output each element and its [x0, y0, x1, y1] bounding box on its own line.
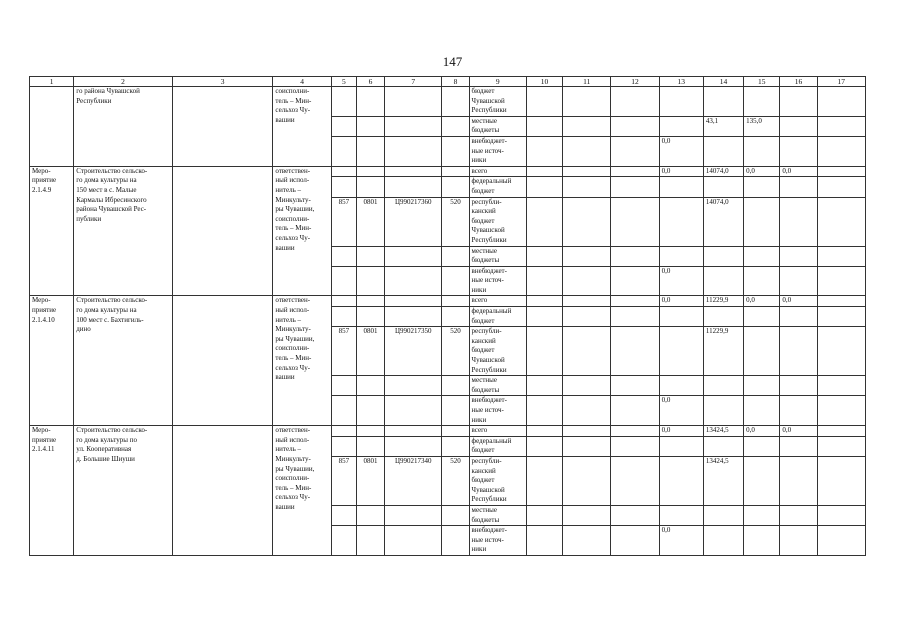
- table-cell: [331, 166, 356, 177]
- executor: ответствен- ный испол- нитель – Минкульту- ры Чувашии, соисполни- тель – Мин- сельхоз Чу- вашии: [273, 166, 331, 296]
- table-cell: [563, 266, 611, 296]
- table-cell: [331, 136, 356, 166]
- value-cell: [659, 177, 703, 197]
- table-cell: [817, 526, 865, 556]
- table-cell: [817, 505, 865, 525]
- table-cell: [817, 87, 865, 117]
- funding-source: федеральный бюджет: [469, 436, 526, 456]
- table-cell: [331, 526, 356, 556]
- value-cell: [780, 116, 817, 136]
- value-cell: [780, 526, 817, 556]
- value-cell: [780, 327, 817, 376]
- value-cell: 14074,0: [703, 166, 743, 177]
- table-cell: [442, 177, 469, 197]
- table-cell: [817, 136, 865, 166]
- table-cell: [611, 456, 659, 505]
- table-cell: [356, 396, 384, 426]
- table-cell: [526, 166, 562, 177]
- table-cell: [385, 136, 442, 166]
- table-cell: [611, 116, 659, 136]
- table-cell: [611, 307, 659, 327]
- value-cell: [780, 436, 817, 456]
- table-cell: [563, 307, 611, 327]
- table-cell: [442, 266, 469, 296]
- value-cell: [659, 116, 703, 136]
- table-cell: [526, 177, 562, 197]
- table-cell: [385, 505, 442, 525]
- vr-code: 520: [442, 327, 469, 376]
- value-cell: 0,0: [659, 266, 703, 296]
- value-cell: [703, 307, 743, 327]
- column-number: 14: [703, 77, 743, 87]
- table-cell: [526, 376, 562, 396]
- value-cell: 0,0: [659, 526, 703, 556]
- value-cell: [744, 266, 780, 296]
- value-cell: 0,0: [780, 296, 817, 307]
- value-cell: [744, 526, 780, 556]
- value-cell: 0,0: [659, 136, 703, 166]
- table-cell: [385, 376, 442, 396]
- table-cell: [356, 526, 384, 556]
- value-cell: [659, 87, 703, 117]
- table-cell: [817, 266, 865, 296]
- funding-source: местные бюджеты: [469, 376, 526, 396]
- table-cell: [611, 166, 659, 177]
- table-cell: [611, 426, 659, 437]
- table-cell: [817, 296, 865, 307]
- table-cell: [331, 266, 356, 296]
- table-cell: [331, 396, 356, 426]
- table-cell: [611, 376, 659, 396]
- funding-source: местные бюджеты: [469, 505, 526, 525]
- table-cell: [442, 246, 469, 266]
- table-cell: [526, 116, 562, 136]
- funding-source: федеральный бюджет: [469, 177, 526, 197]
- table-cell: [526, 87, 562, 117]
- table-cell: [563, 505, 611, 525]
- table-row: [30, 166, 866, 177]
- table-cell: [817, 307, 865, 327]
- column-number: 12: [611, 77, 659, 87]
- value-cell: [744, 327, 780, 376]
- table-cell: [356, 505, 384, 525]
- value-cell: 11229,9: [703, 327, 743, 376]
- funding-source: местные бюджеты: [469, 116, 526, 136]
- table-cell: [611, 246, 659, 266]
- table-cell: [442, 296, 469, 307]
- table-cell: [526, 136, 562, 166]
- column-number: 1: [30, 77, 74, 87]
- table-cell: [385, 436, 442, 456]
- table-cell: [563, 177, 611, 197]
- value-cell: [780, 266, 817, 296]
- table-cell: [526, 246, 562, 266]
- table-cell: [817, 166, 865, 177]
- funding-source: всего: [469, 166, 526, 177]
- table-cell: [611, 396, 659, 426]
- value-cell: [744, 177, 780, 197]
- table-cell: [331, 116, 356, 136]
- column-number: 10: [526, 77, 562, 87]
- table-cell: [172, 426, 273, 556]
- table-cell: [442, 116, 469, 136]
- table-cell: [817, 436, 865, 456]
- table-cell: [563, 136, 611, 166]
- table-cell: [563, 526, 611, 556]
- value-cell: 0,0: [659, 426, 703, 437]
- table-cell: [526, 396, 562, 426]
- funding-source: внебюджет- ные источ- ники: [469, 526, 526, 556]
- table-cell: [172, 166, 273, 296]
- measure-label: [30, 87, 74, 167]
- table-cell: [331, 177, 356, 197]
- value-cell: 135,0: [744, 116, 780, 136]
- column-number: 2: [74, 77, 173, 87]
- funding-source: республи- канский бюджет Чувашской Республики: [469, 197, 526, 246]
- column-number: 6: [356, 77, 384, 87]
- value-cell: [744, 436, 780, 456]
- value-cell: 0,0: [659, 166, 703, 177]
- value-cell: [744, 505, 780, 525]
- table-cell: [331, 246, 356, 266]
- table-cell: [817, 197, 865, 246]
- table-cell: [442, 136, 469, 166]
- table-cell: [526, 266, 562, 296]
- value-cell: [703, 136, 743, 166]
- value-cell: [659, 456, 703, 505]
- value-cell: 43,1: [703, 116, 743, 136]
- table-cell: [526, 505, 562, 525]
- table-cell: [611, 296, 659, 307]
- value-cell: [659, 436, 703, 456]
- table-cell: [442, 166, 469, 177]
- value-cell: 0,0: [744, 296, 780, 307]
- value-cell: [744, 246, 780, 266]
- table-cell: [385, 116, 442, 136]
- table-cell: [817, 426, 865, 437]
- table-cell: [385, 87, 442, 117]
- value-cell: [780, 396, 817, 426]
- value-cell: [659, 246, 703, 266]
- table-cell: [442, 87, 469, 117]
- table-cell: [442, 376, 469, 396]
- table-cell: [385, 307, 442, 327]
- value-cell: [744, 396, 780, 426]
- value-cell: 11229,9: [703, 296, 743, 307]
- table-cell: [442, 526, 469, 556]
- value-cell: [703, 87, 743, 117]
- table-row: [30, 87, 866, 117]
- measure-name: го района Чувашской Республики: [74, 87, 173, 167]
- table-cell: [611, 136, 659, 166]
- table-cell: [563, 246, 611, 266]
- table-cell: [356, 307, 384, 327]
- table-cell: [385, 426, 442, 437]
- value-cell: [780, 456, 817, 505]
- value-cell: [780, 307, 817, 327]
- table-cell: [385, 296, 442, 307]
- value-cell: 0,0: [659, 296, 703, 307]
- value-cell: [780, 376, 817, 396]
- rzpr-code: 0801: [356, 197, 384, 246]
- table-cell: [442, 436, 469, 456]
- table-cell: [385, 526, 442, 556]
- funding-source: внебюджет- ные источ- ники: [469, 136, 526, 166]
- header-row: [30, 77, 866, 87]
- value-cell: [659, 307, 703, 327]
- table-cell: [442, 505, 469, 525]
- value-cell: [703, 396, 743, 426]
- column-number: 9: [469, 77, 526, 87]
- value-cell: [703, 526, 743, 556]
- table-cell: [331, 436, 356, 456]
- measure-label: Меро- приятие 2.1.4.9: [30, 166, 74, 296]
- table-cell: [526, 456, 562, 505]
- table-cell: [331, 505, 356, 525]
- table-cell: [356, 436, 384, 456]
- table-cell: [611, 177, 659, 197]
- table-cell: [356, 426, 384, 437]
- table-cell: [563, 166, 611, 177]
- executor: ответствен- ный испол- нитель – Минкульту- ры Чувашии, соисполни- тель – Мин- сельхоз Чу- вашии: [273, 426, 331, 556]
- table-cell: [356, 116, 384, 136]
- value-cell: [780, 177, 817, 197]
- csr-code: Ц990217340: [385, 456, 442, 505]
- value-cell: [659, 505, 703, 525]
- funding-source: всего: [469, 296, 526, 307]
- value-cell: [703, 436, 743, 456]
- value-cell: 0,0: [744, 426, 780, 437]
- measure-label: Меро- приятие 2.1.4.10: [30, 296, 74, 426]
- funding-source: внебюджет- ные источ- ники: [469, 266, 526, 296]
- vr-code: 520: [442, 456, 469, 505]
- table-cell: [611, 87, 659, 117]
- measure-name: Строительство сельско- го дома культуры на 100 мест с. Бахтигиль- дино: [74, 296, 173, 426]
- table-cell: [611, 505, 659, 525]
- table-row: [30, 426, 866, 437]
- value-cell: [744, 307, 780, 327]
- funding-source: внебюджет- ные источ- ники: [469, 396, 526, 426]
- value-cell: 13424,5: [703, 426, 743, 437]
- value-cell: [744, 87, 780, 117]
- table-cell: [563, 197, 611, 246]
- executor: соисполни- тель – Мин- сельхоз Чу- вашии: [273, 87, 331, 167]
- value-cell: [744, 456, 780, 505]
- table-cell: [563, 376, 611, 396]
- value-cell: [744, 197, 780, 246]
- rzpr-code: 0801: [356, 327, 384, 376]
- table-cell: [611, 197, 659, 246]
- table-cell: [385, 166, 442, 177]
- table-cell: [563, 116, 611, 136]
- table-cell: [611, 327, 659, 376]
- measure-label: Меро- приятие 2.1.4.11: [30, 426, 74, 556]
- table-cell: [172, 296, 273, 426]
- funding-source: федеральный бюджет: [469, 307, 526, 327]
- value-cell: [780, 87, 817, 117]
- grbs-code: 857: [331, 456, 356, 505]
- table-cell: [442, 426, 469, 437]
- table-cell: [356, 376, 384, 396]
- table-cell: [563, 296, 611, 307]
- table-cell: [356, 266, 384, 296]
- table-cell: [526, 197, 562, 246]
- table-cell: [563, 327, 611, 376]
- table-cell: [817, 396, 865, 426]
- value-cell: [744, 136, 780, 166]
- csr-code: Ц990217360: [385, 197, 442, 246]
- table-cell: [331, 296, 356, 307]
- table-cell: [331, 376, 356, 396]
- table-cell: [356, 136, 384, 166]
- value-cell: 0,0: [780, 426, 817, 437]
- table-cell: [563, 396, 611, 426]
- table-cell: [331, 426, 356, 437]
- value-cell: 0,0: [744, 166, 780, 177]
- value-cell: [659, 197, 703, 246]
- table-cell: [356, 177, 384, 197]
- csr-code: Ц990217350: [385, 327, 442, 376]
- funding-source: бюджет Чувашской Республики: [469, 87, 526, 117]
- grbs-code: 857: [331, 197, 356, 246]
- column-number: 15: [744, 77, 780, 87]
- value-cell: [703, 266, 743, 296]
- column-number: 5: [331, 77, 356, 87]
- table-cell: [385, 177, 442, 197]
- table-cell: [526, 327, 562, 376]
- value-cell: 0,0: [780, 166, 817, 177]
- table-cell: [356, 87, 384, 117]
- value-cell: [780, 136, 817, 166]
- table-cell: [526, 296, 562, 307]
- value-cell: 13424,5: [703, 456, 743, 505]
- table-cell: [526, 526, 562, 556]
- column-number: 3: [172, 77, 273, 87]
- vr-code: 520: [442, 197, 469, 246]
- table-cell: [563, 426, 611, 437]
- value-cell: 14074,0: [703, 197, 743, 246]
- column-number: 16: [780, 77, 817, 87]
- funding-source: республи- канский бюджет Чувашской Республики: [469, 327, 526, 376]
- value-cell: [780, 505, 817, 525]
- measure-name: Строительство сельско- го дома культуры по ул. Кооперативная д. Большие Шиуши: [74, 426, 173, 556]
- page-number: 147: [442, 54, 463, 69]
- table-cell: [817, 246, 865, 266]
- table-cell: [611, 436, 659, 456]
- measure-name: Строительство сельско- го дома культуры на 150 мест в с. Малые Кармалы Ибресинского района Чувашской Рес- публики: [74, 166, 173, 296]
- column-number: 11: [563, 77, 611, 87]
- column-number: 8: [442, 77, 469, 87]
- value-cell: [780, 246, 817, 266]
- table-cell: [563, 456, 611, 505]
- value-cell: [659, 376, 703, 396]
- table-row: [30, 296, 866, 307]
- grbs-code: 857: [331, 327, 356, 376]
- table-cell: [526, 307, 562, 327]
- value-cell: [744, 376, 780, 396]
- table-cell: [817, 327, 865, 376]
- funding-source: местные бюджеты: [469, 246, 526, 266]
- column-number: 17: [817, 77, 865, 87]
- table-cell: [526, 436, 562, 456]
- table-cell: [385, 266, 442, 296]
- value-cell: [780, 197, 817, 246]
- funding-source: всего: [469, 426, 526, 437]
- table-cell: [817, 116, 865, 136]
- funding-source: республи- канский бюджет Чувашской Республики: [469, 456, 526, 505]
- table-cell: [356, 246, 384, 266]
- column-number: 4: [273, 77, 331, 87]
- table-cell: [356, 296, 384, 307]
- table-cell: [563, 436, 611, 456]
- table-cell: [172, 87, 273, 167]
- value-cell: [703, 246, 743, 266]
- value-cell: [659, 327, 703, 376]
- executor: ответствен- ный испол- нитель – Минкульту- ры Чувашии, соисполни- тель – Мин- сельхоз Чу- вашии: [273, 296, 331, 426]
- value-cell: [703, 505, 743, 525]
- table-cell: [331, 307, 356, 327]
- table-cell: [442, 307, 469, 327]
- table-cell: [356, 166, 384, 177]
- table-cell: [611, 526, 659, 556]
- table-cell: [331, 87, 356, 117]
- table-cell: [817, 376, 865, 396]
- table-cell: [385, 396, 442, 426]
- value-cell: [703, 376, 743, 396]
- table-cell: [526, 426, 562, 437]
- table-cell: [563, 87, 611, 117]
- column-number: 7: [385, 77, 442, 87]
- value-cell: 0,0: [659, 396, 703, 426]
- table-cell: [442, 396, 469, 426]
- column-number: 13: [659, 77, 703, 87]
- table-cell: [385, 246, 442, 266]
- program-table: [29, 76, 866, 556]
- table-cell: [817, 177, 865, 197]
- table-cell: [611, 266, 659, 296]
- rzpr-code: 0801: [356, 456, 384, 505]
- value-cell: [703, 177, 743, 197]
- table-cell: [817, 456, 865, 505]
